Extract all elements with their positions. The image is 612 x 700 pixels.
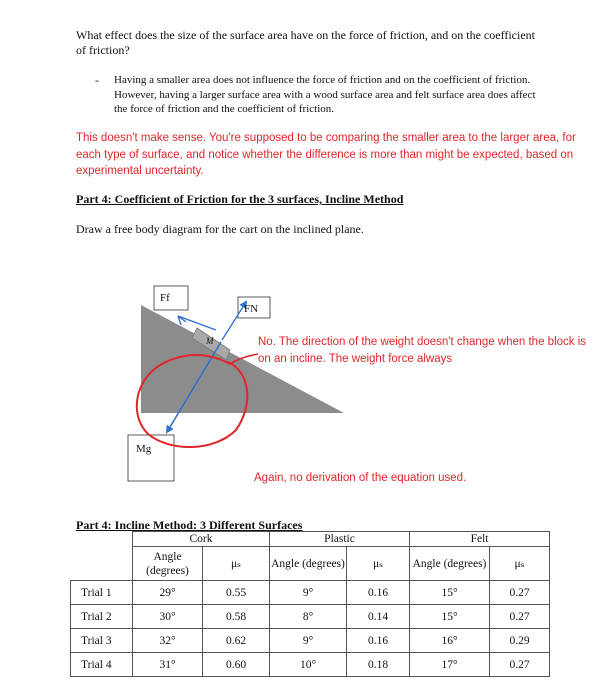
- table-cell: 32°: [133, 629, 203, 653]
- teacher-comment-1: This doesn't make sense. You're supposed to be comparing the smaller area to the larger area, for each type of surface, and notice whether the difference is more than might be expected, based on experimental uncertainty.: [76, 132, 576, 177]
- header-angle: Angle (degrees): [270, 547, 347, 581]
- table-cell: 0.55: [203, 581, 270, 605]
- table-row: [71, 629, 550, 653]
- table-cell: 0.27: [490, 581, 550, 605]
- header-angle: Angle (degrees): [133, 547, 203, 581]
- table-sub-header: [71, 547, 550, 581]
- table-cell: 0.58: [203, 605, 270, 629]
- group-cork: Cork: [133, 532, 270, 547]
- header-angle: Angle (degrees): [410, 547, 490, 581]
- teacher-comment-2: No. The direction of the weight doesn't change when the block is on an incline. The weight force always: [258, 336, 587, 365]
- table-cell: 15°: [410, 605, 490, 629]
- normal-arrow: [222, 302, 246, 340]
- table-cell: 0.27: [490, 605, 550, 629]
- table-cell: 0.60: [203, 653, 270, 677]
- table-row: [71, 605, 550, 629]
- table-cell: 0.14: [347, 605, 410, 629]
- row-label: Trial 4: [71, 653, 133, 677]
- table-corner-2: [71, 547, 133, 581]
- block-mass-label: M: [206, 336, 214, 346]
- table-group-header: [71, 532, 550, 547]
- table-cell: 17°: [410, 653, 490, 677]
- bullet-marker: -: [95, 73, 99, 87]
- table-cell: 0.27: [490, 653, 550, 677]
- fn-label: FN: [244, 303, 259, 315]
- table-corner: [71, 532, 133, 547]
- part4-heading: Part 4: Coefficient of Friction for the 3 surfaces, Incline Method: [76, 192, 404, 206]
- question-text: What effect does the size of the surface area have on the force of friction, and on the coefficient of friction?: [76, 28, 535, 57]
- table-cell: 10°: [270, 653, 347, 677]
- table-cell: 9°: [270, 581, 347, 605]
- mg-box: [128, 435, 174, 481]
- table-row: [71, 581, 550, 605]
- friction-data-table: [70, 531, 550, 677]
- teacher-comment-3: Again, no derivation of the equation used.: [254, 472, 467, 484]
- row-label: Trial 1: [71, 581, 133, 605]
- answer-text: Having a smaller area does not influence the force of friction and on the coefficient of friction. However, having a larger surface area with a wood surface area and felt surface area does affect the force of friction and the coefficient of friction.: [114, 74, 536, 115]
- table-cell: 16°: [410, 629, 490, 653]
- mg-label: Mg: [136, 443, 152, 455]
- group-felt: Felt: [410, 532, 550, 547]
- table-cell: 0.16: [347, 629, 410, 653]
- table-row: [71, 653, 550, 677]
- table-cell: 0.16: [347, 581, 410, 605]
- header-mu: μₛ: [203, 547, 270, 581]
- table-cell: 29°: [133, 581, 203, 605]
- instruction-text: Draw a free body diagram for the cart on the inclined plane.: [76, 222, 364, 236]
- table-cell: 15°: [410, 581, 490, 605]
- table-cell: 9°: [270, 629, 347, 653]
- header-mu: μₛ: [347, 547, 410, 581]
- table-cell: 0.29: [490, 629, 550, 653]
- table-heading: Part 4: Incline Method: 3 Different Surfaces: [76, 518, 303, 532]
- table-cell: 0.62: [203, 629, 270, 653]
- group-plastic: Plastic: [270, 532, 410, 547]
- row-label: Trial 2: [71, 605, 133, 629]
- table-cell: 31°: [133, 653, 203, 677]
- row-label: Trial 3: [71, 629, 133, 653]
- table-cell: 30°: [133, 605, 203, 629]
- header-mu: μₛ: [490, 547, 550, 581]
- ff-label: Ff: [160, 292, 170, 304]
- table-cell: 8°: [270, 605, 347, 629]
- table-cell: 0.18: [347, 653, 410, 677]
